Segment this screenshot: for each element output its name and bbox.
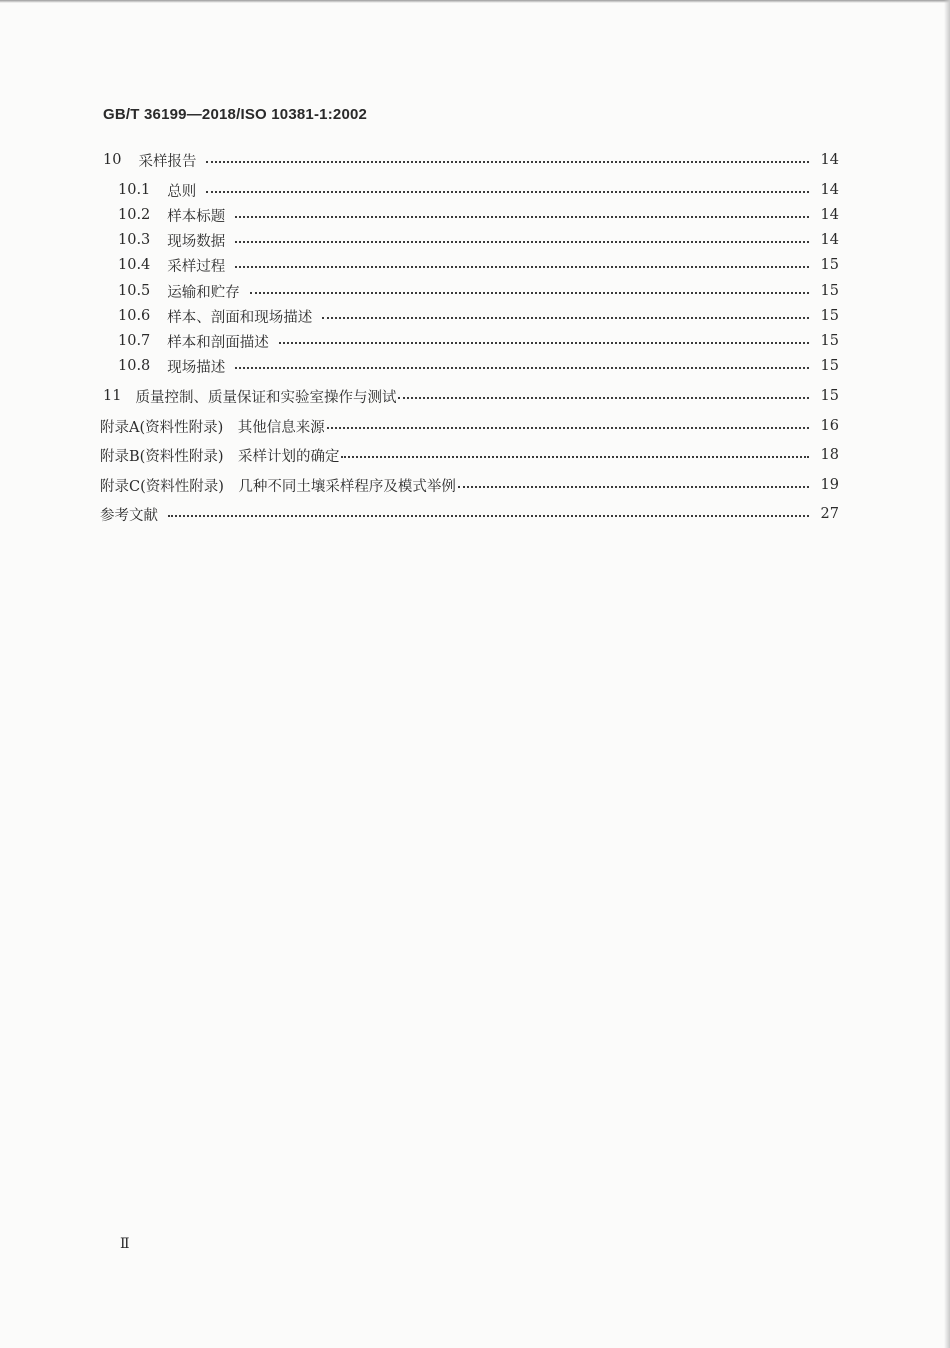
standard-header: GB/T 36199—2018/ISO 10381-1:2002 [103,106,368,123]
dot-leader [235,266,809,268]
toc-entry-number: 10 [103,152,122,168]
toc-entry-page: 15 [820,257,839,273]
toc-entry-10-8[interactable] [0,355,950,377]
toc-entry-page: 14 [820,207,839,223]
page-number: Ⅱ [120,1236,130,1252]
toc-entry-number: 10.5 [118,283,151,299]
toc-entry-title: 现场描述 [167,359,226,376]
toc-entry-number: 10.3 [118,232,151,248]
toc-entry-page: 15 [820,308,839,324]
toc-entry-10-6[interactable] [0,305,950,327]
toc-entry-title: (资料性附录) 几种不同土壤采样程序及模式举例 [140,478,456,495]
toc-entry-number: 附录B [100,448,140,465]
toc-entry-page: 15 [820,388,839,404]
toc-entry-page: 14 [820,232,839,248]
toc-entry-bibliography[interactable] [0,503,950,525]
dot-leader [235,367,809,369]
dot-leader [250,292,809,294]
toc-entry-10-2[interactable] [0,204,950,226]
toc-entry-page: 15 [820,333,839,349]
toc-entry-title: (资料性附录) 其他信息来源 [139,419,325,436]
dot-leader [168,515,809,517]
toc-entry-title: 样本和剖面描述 [167,334,269,351]
toc-entry-10-3[interactable] [0,229,950,251]
toc-entry-number: 10.1 [118,182,151,198]
dot-leader [279,342,809,344]
toc-entry-page: 15 [820,283,839,299]
toc-entry-title: 样本标题 [167,208,226,225]
toc-entry-title: 运输和贮存 [167,284,240,301]
toc-entry-title: 质量控制、质量保证和实验室操作与测试 [135,389,397,406]
toc-entry-page: 27 [820,506,839,522]
toc-entry-title: 采样过程 [167,258,226,275]
toc-entry-title: 现场数据 [167,233,226,250]
toc-entry-10[interactable] [0,149,950,171]
toc-entry-title: 总则 [167,183,197,200]
toc-entry-page: 16 [820,418,839,434]
dot-leader [458,486,809,488]
toc-entry-annex-b[interactable] [0,444,950,466]
dot-leader [206,161,809,163]
toc-entry-number: 附录A [100,419,140,436]
toc-entry-number: 10.6 [118,308,151,324]
dot-leader [235,241,809,243]
dot-leader [322,317,809,319]
toc-entry-number: 10.2 [118,207,151,223]
toc-entry-page: 15 [820,358,839,374]
toc-entry-title: (资料性附录) 采样计划的确定 [139,448,340,465]
toc-entry-title: 参考文献 [100,507,158,524]
toc-entry-number: 附录C [100,478,141,495]
dot-leader [327,427,809,429]
dot-leader [206,191,809,193]
toc-entry-page: 18 [820,447,839,463]
table-of-contents [0,0,950,560]
toc-entry-title: 采样报告 [138,153,197,170]
toc-entry-11[interactable] [0,385,950,407]
toc-entry-10-1[interactable] [0,179,950,201]
toc-entry-title: 样本、剖面和现场描述 [167,309,313,326]
toc-entry-page: 14 [820,152,839,168]
dot-leader [235,216,809,218]
toc-entry-10-4[interactable] [0,254,950,276]
toc-entry-annex-a[interactable] [0,415,950,437]
dot-leader [398,397,809,399]
toc-entry-page: 19 [820,477,839,493]
toc-entry-10-7[interactable] [0,330,950,352]
toc-entry-number: 11 [103,388,122,404]
toc-entry-page: 14 [820,182,839,198]
toc-entry-number: 10.4 [118,257,151,273]
toc-entry-annex-c[interactable] [0,474,950,496]
dot-leader [341,456,809,458]
toc-entry-number: 10.8 [118,358,151,374]
toc-entry-10-5[interactable] [0,280,950,302]
toc-entry-number: 10.7 [118,333,151,349]
